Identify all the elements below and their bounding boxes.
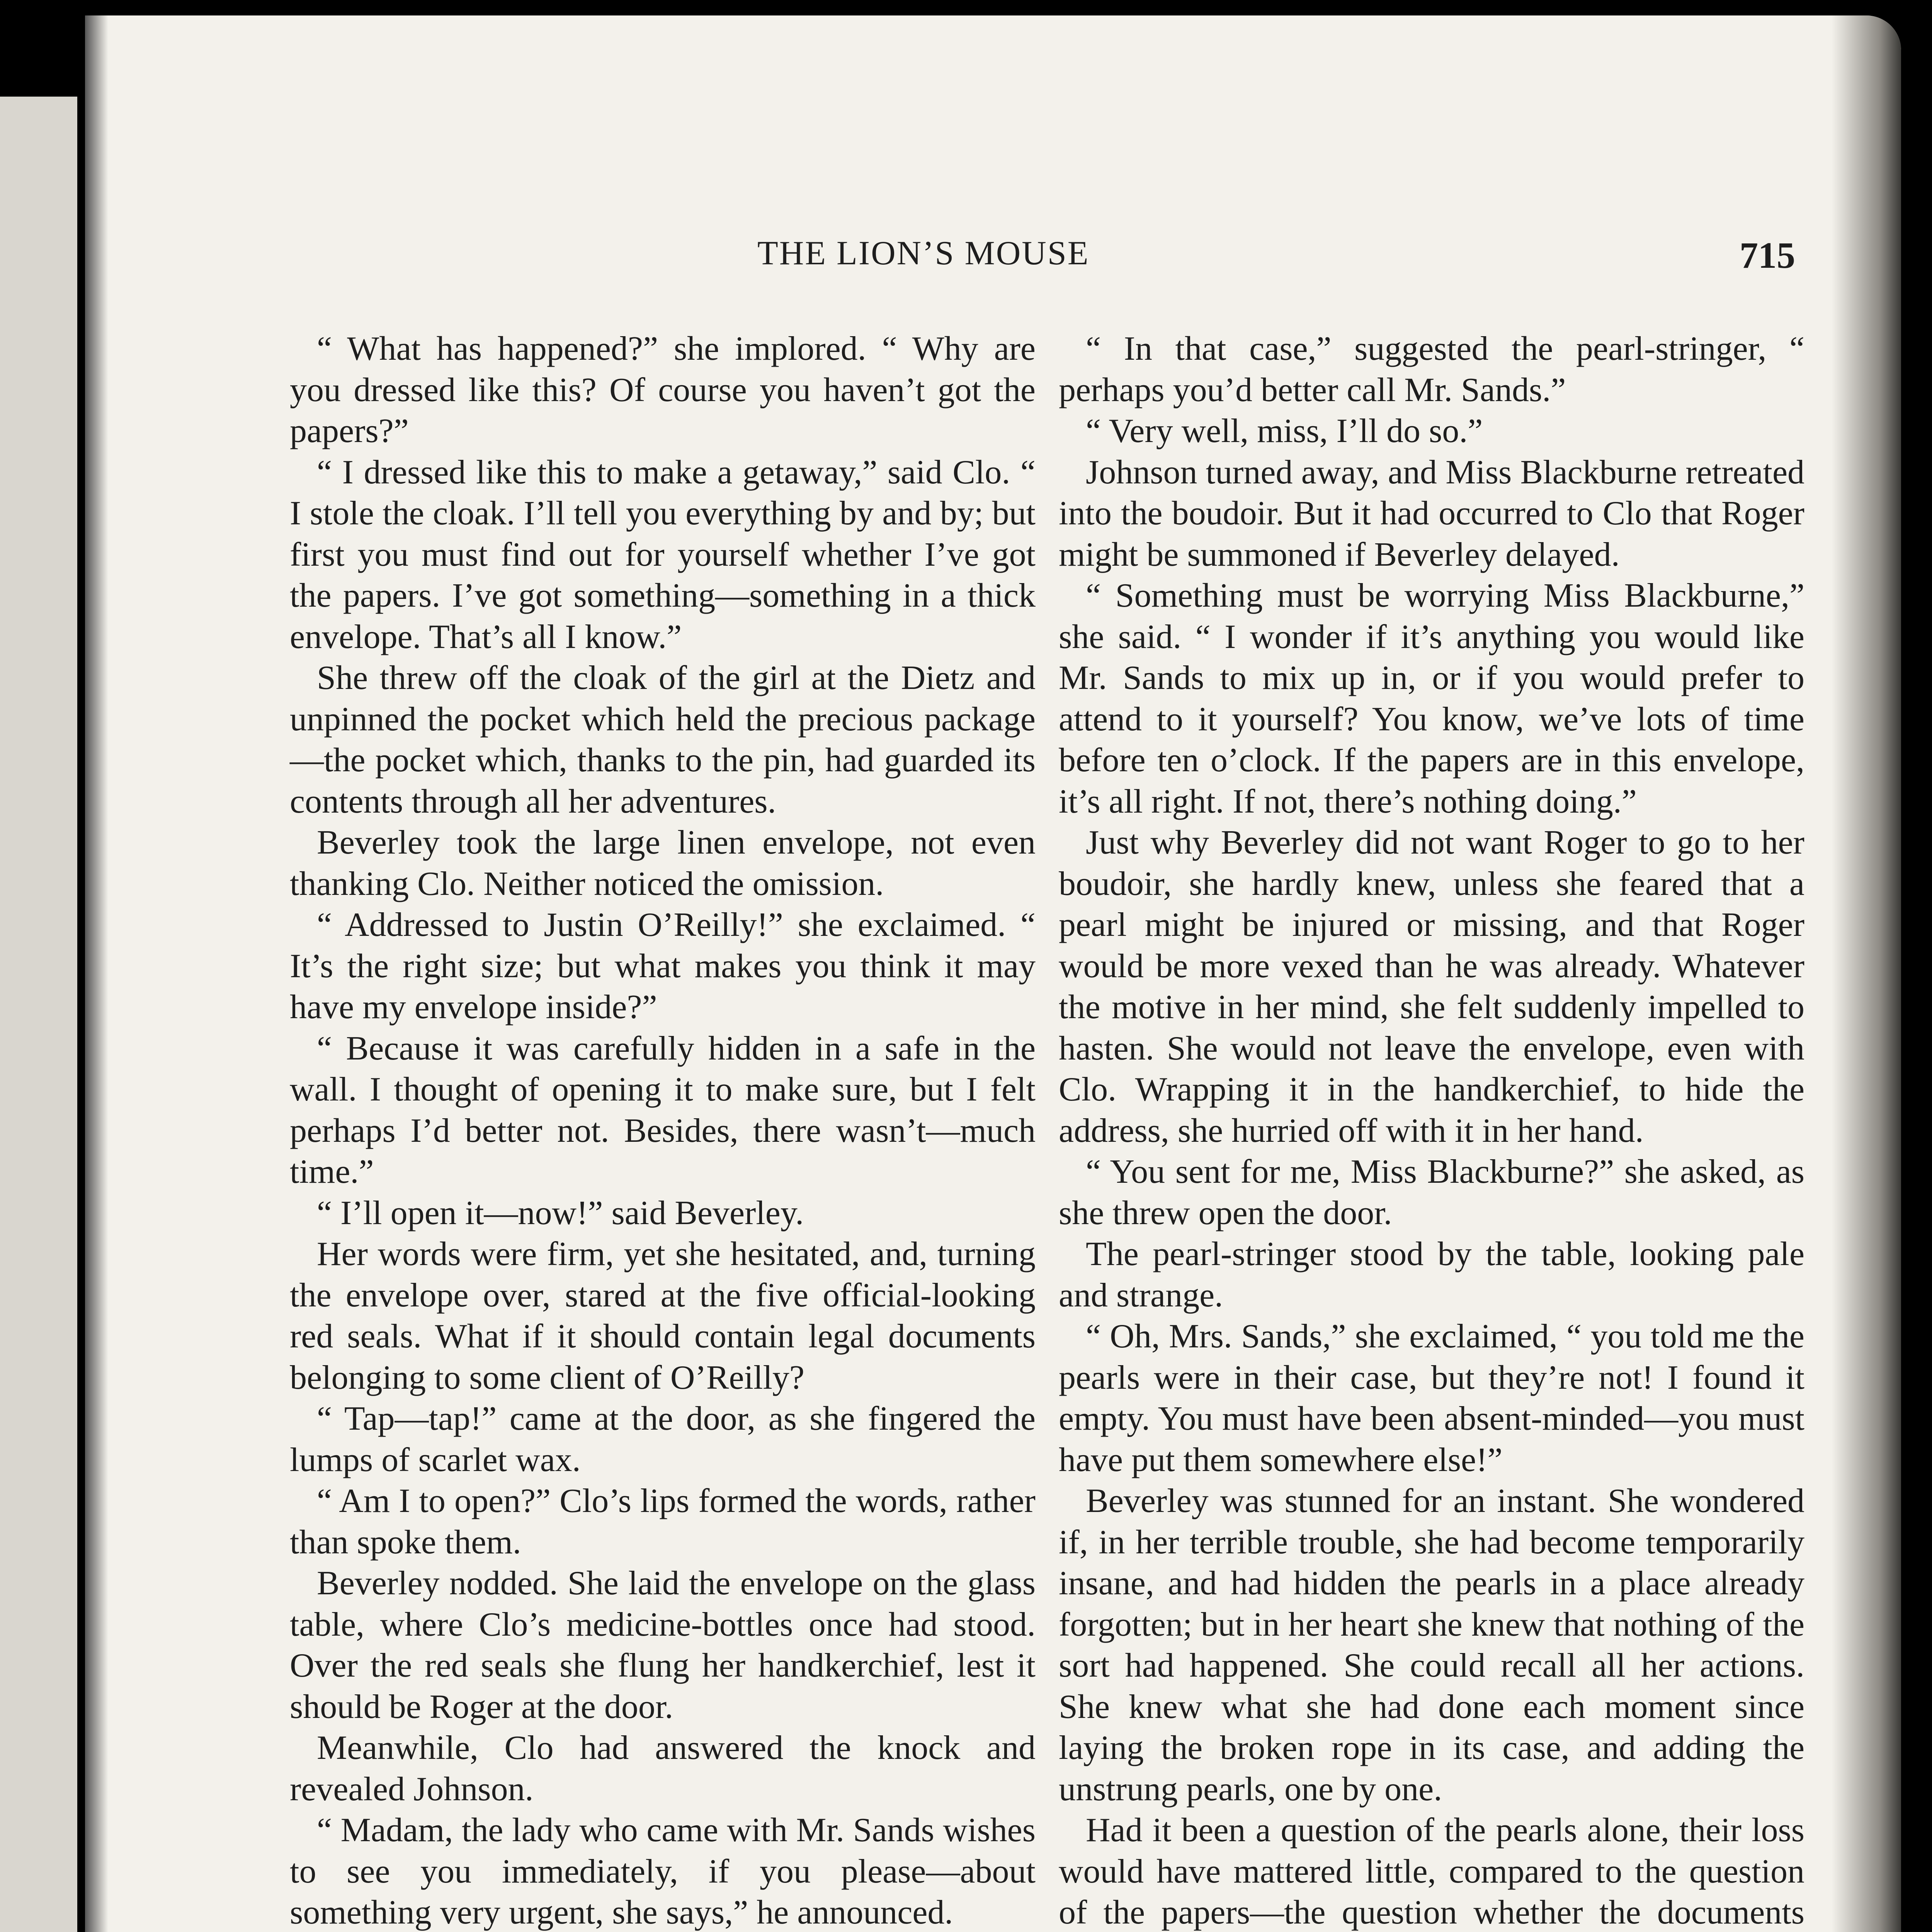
paragraph: “ What has happened?” she implored. “ Why are you dressed like this? Of course you haven’t got the papers?”	[290, 330, 1036, 450]
running-title: THE LION’S MOUSE	[757, 235, 1090, 272]
paragraph: “ Addressed to Justin O’Reilly!” she exclaimed. “ It’s the right size; but what makes you think it may have my envelope inside?”	[290, 906, 1036, 1026]
paragraph: Johnson turned away, and Miss Blackburne retreated into the boudoir. But it had occurred to Clo that Roger might be summoned if Beverley delayed.	[1059, 453, 1804, 573]
paragraph: “ Very well, miss, I’ll do so.”	[1086, 412, 1483, 450]
paragraph: “ Madam, the lady who came with Mr. Sands wishes to see you immediately, if you please—about something very urgent, she says,” he announced.	[290, 1811, 1036, 1931]
paragraph: “ I’ll open it—now!” said Beverley.	[317, 1194, 804, 1232]
paragraph: Beverley took the large linen envelope, not even thanking Clo. Neither noticed the omission.	[290, 824, 1036, 903]
paragraph: Beverley nodded. She laid the envelope on the glass table, where Clo’s medicine-bottles once had stood. Over the red seals she flung her handkerchief, lest it should be Roger at the door.	[290, 1565, 1036, 1726]
facing-page-edge	[0, 97, 77, 1932]
left-text-column	[290, 328, 1036, 1932]
paragraph: “ In that case,” suggested the pearl-stringer, “ perhaps you’d better call Mr. Sands.”	[1059, 330, 1804, 409]
spine-shadow	[85, 15, 108, 1932]
paragraph: Beverley was stunned for an instant. She wondered if, in her terrible trouble, she had become temporarily insane, and had hidden the pearls in a place already forgotten; but in her heart she knew that nothing of the sort had happened. She could recall all her actions. She knew what she had done each moment since laying the broken rope in its case, and adding the unstrung pearls, one by one.	[1059, 1482, 1804, 1808]
paragraph: She threw off the cloak of the girl at the Dietz and unpinned the pocket which held the precious package—the pocket which, thanks to the pin, had guarded its contents through all her adventures.	[290, 659, 1036, 820]
paragraph: “ I dressed like this to make a getaway,” said Clo. “ I stole the cloak. I’ll tell you everything by and by; but first you must find out for yourself whether I’ve got the papers. I’ve got something—something in a thick envelope. That’s all I know.”	[290, 453, 1036, 656]
paragraph: Just why Beverley did not want Roger to go to her boudoir, she hardly knew, unless she feared that a pearl might be injured or missing, and that Roger would be more vexed than he was already. Whatever the motive in her mind, she felt suddenly impelled to hasten. She would not leave the envelope, even with Clo. Wrapping it in the handkerchief, to hide the address, she hurried off with it in her hand.	[1059, 824, 1804, 1150]
paragraph: Her words were firm, yet she hesitated, and, turning the envelope over, stared at the five official-looking red seals. What if it should contain legal documents belonging to some client of O’Reilly?	[290, 1235, 1036, 1396]
paragraph: Meanwhile, Clo had answered the knock and revealed Johnson.	[290, 1729, 1036, 1808]
paragraph: “ Tap—tap!” came at the door, as she fingered the lumps of scarlet wax.	[290, 1400, 1036, 1479]
page-number: 715	[1740, 235, 1795, 276]
paragraph: Had it been a question of the pearls alone, their loss would have mattered little, compared to the question of the papers—the question whether the documents	[1059, 1811, 1804, 1931]
paragraph: “ Something must be worrying Miss Blackburne,” she said. “ I wonder if it’s anything you would like Mr. Sands to mix up in, or if you would prefer to attend to it yourself? You know, we’ve lots of time before ten o’clock. If the papers are in this envelope, it’s all right. If not, there’s nothing doing.”	[1059, 577, 1804, 820]
paragraph: “ Oh, Mrs. Sands,” she exclaimed, “ you told me the pearls were in their case, but they’re not! I found it empty. You must have been absent-minded—you must have put them somewhere else!”	[1059, 1318, 1804, 1479]
page-edge	[1832, 15, 1901, 1932]
paragraph: “ Because it was carefully hidden in a safe in the wall. I thought of opening it to make sure, but I felt perhaps I’d better not. Besides, there wasn’t—much time.”	[290, 1029, 1036, 1190]
paragraph: “ You sent for me, Miss Blackburne?” she asked, as she threw open the door.	[1059, 1153, 1804, 1232]
right-text-column	[1059, 328, 1804, 1932]
paragraph: “ Am I to open?” Clo’s lips formed the words, rather than spoke them.	[290, 1482, 1036, 1561]
paragraph: The pearl-stringer stood by the table, looking pale and strange.	[1059, 1235, 1804, 1314]
